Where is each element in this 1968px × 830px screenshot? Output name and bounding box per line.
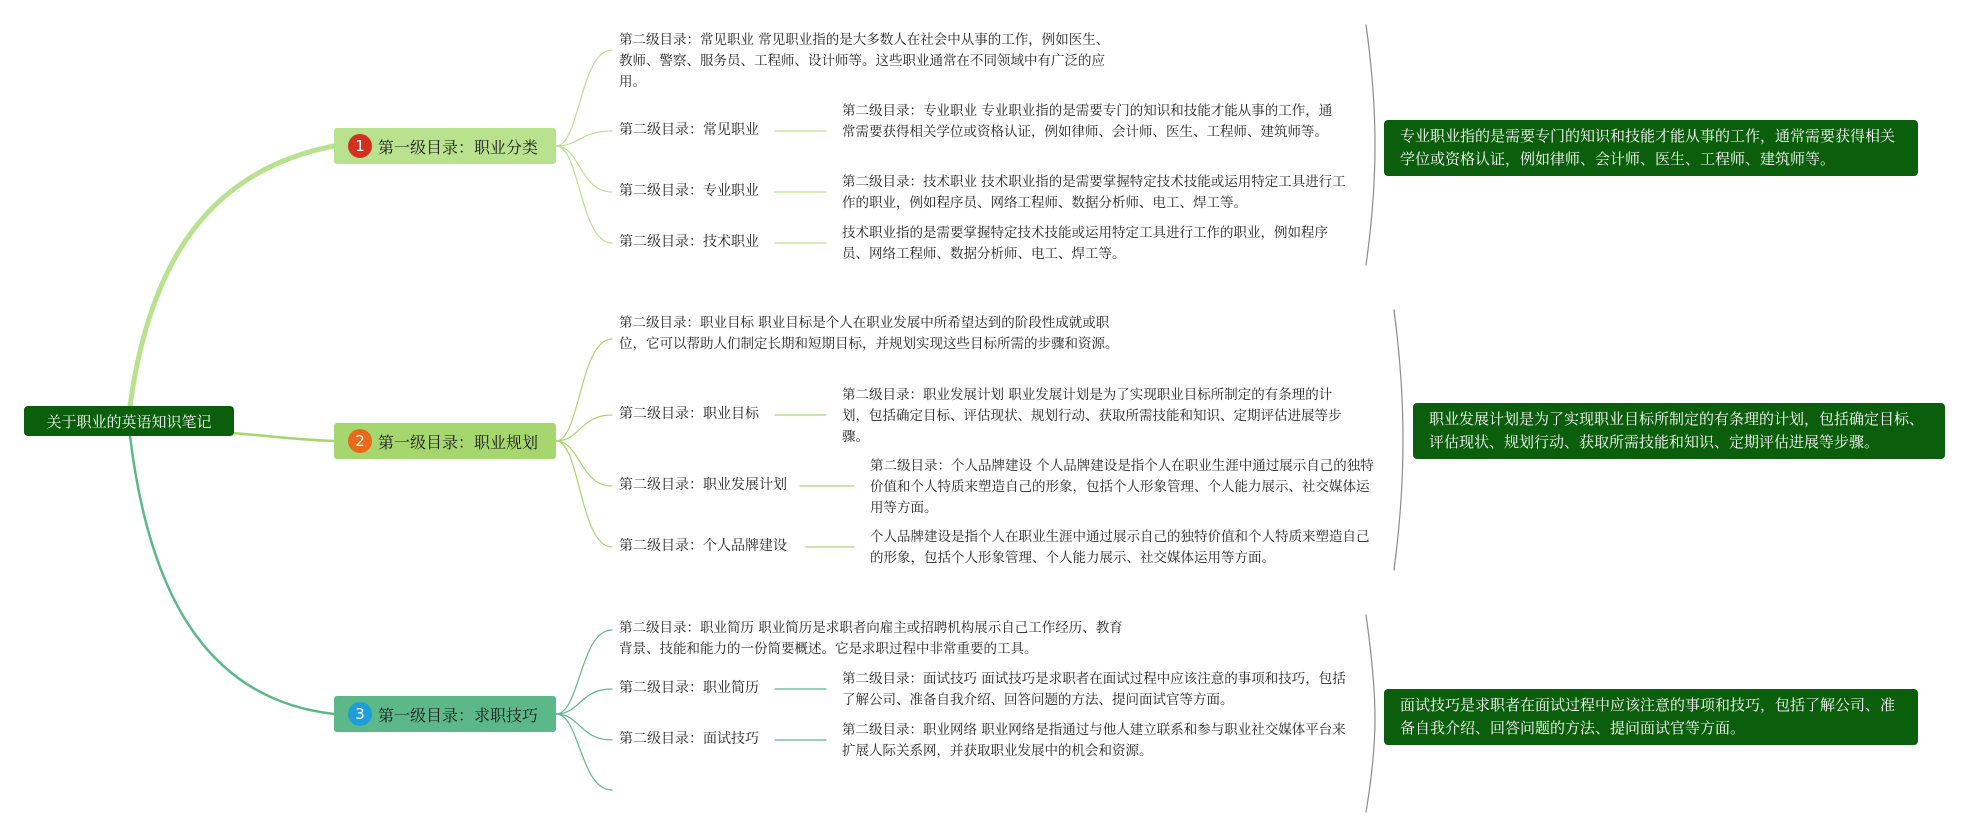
child-link xyxy=(556,714,612,790)
summary-bracket xyxy=(1366,25,1375,265)
branch-number-badge: 3 xyxy=(348,702,372,726)
child-link xyxy=(556,415,612,441)
summary-card[interactable]: 专业职业指的是需要专门的知识和技能才能从事的工作，通常需要获得相关学位或资格认证，例如律师、会计师、医生、工程师、建筑师等。 xyxy=(1384,120,1918,176)
detail-note: 第二级目录：职业网络 职业网络是指通过与他人建立联系和参与职业社交媒体平台来扩展人际关系网，并获取职业发展中的机会和资源。 xyxy=(842,722,1346,759)
summary-card[interactable]: 职业发展计划是为了实现职业目标所制定的有条理的计划，包括确定目标、评估现状、规划行动、获取所需技能和知识、定期评估进展等步骤。 xyxy=(1413,403,1945,459)
child-link xyxy=(556,131,612,146)
summary-bracket xyxy=(1394,310,1403,570)
summary-bracket xyxy=(1366,615,1375,812)
child-link xyxy=(556,146,612,243)
detail-note: 第二级目录：技术职业 技术职业指的是需要掌握特定技术技能或运用特定工具进行工作的职业，例如程序员、网络工程师、数据分析师、电工、焊工等。 xyxy=(842,174,1346,211)
branch-node-job-hunting-skills[interactable] xyxy=(334,696,556,732)
sub-node[interactable]: 第二级目录：个人品牌建设 xyxy=(619,538,787,554)
detail-note: 第二级目录：职业发展计划 职业发展计划是为了实现职业目标所制定的有条理的计划，包括确定目标、评估现状、规划行动、获取所需技能和知识、定期评估进展等步骤。 xyxy=(842,387,1342,445)
branch-node-career-classification[interactable] xyxy=(334,128,556,164)
child-link xyxy=(556,146,612,192)
root-link xyxy=(130,436,334,714)
sub-node[interactable]: 第二级目录：职业发展计划 xyxy=(619,477,787,493)
sub-node[interactable]: 第二级目录：面试技巧 xyxy=(619,731,759,747)
sub-node[interactable]: 第二级目录：技术职业 xyxy=(619,234,759,250)
branch-label: 第一级目录：职业规划 xyxy=(378,432,539,452)
child-link xyxy=(556,441,612,547)
intro-note: 第二级目录：常见职业 常见职业指的是大多数人在社会中从事的工作，例如医生、教师、警察、服务员、工程师、设计师等。这些职业通常在不同领域中有广泛的应用。 xyxy=(619,32,1110,90)
intro-note: 第二级目录：职业目标 职业目标是个人在职业发展中所希望达到的阶段性成就或职位，它可以帮助人们制定长期和短期目标，并规划实现这些目标所需的步骤和资源。 xyxy=(619,315,1119,352)
child-link xyxy=(556,441,612,486)
branch-label: 第一级目录：求职技巧 xyxy=(378,705,539,725)
detail-note: 技术职业指的是需要掌握特定技术技能或运用特定工具进行工作的职业，例如程序员、网络工程师、数据分析师、电工、焊工等。 xyxy=(842,225,1328,262)
detail-note: 个人品牌建设是指个人在职业生涯中通过展示自己的独特价值和个人特质来塑造自己的形象，包括个人形象管理、个人能力展示、社交媒体运用等方面。 xyxy=(870,529,1370,566)
branch-number-badge: 2 xyxy=(348,429,372,453)
root-link xyxy=(130,146,334,406)
summary-card[interactable]: 面试技巧是求职者在面试过程中应该注意的事项和技巧，包括了解公司、准备自我介绍、回答问题的方法、提问面试官等方面。 xyxy=(1384,689,1918,745)
child-link xyxy=(556,630,612,714)
root-link xyxy=(232,433,334,441)
branch-node-career-planning[interactable] xyxy=(334,423,556,459)
sub-node[interactable]: 第二级目录：职业简历 xyxy=(619,680,759,696)
branch-label: 第一级目录：职业分类 xyxy=(378,137,539,157)
detail-note: 第二级目录：个人品牌建设 个人品牌建设是指个人在职业生涯中通过展示自己的独特价值和个人特质来塑造自己的形象，包括个人形象管理、个人能力展示、社交媒体运用等方面。 xyxy=(870,458,1374,516)
sub-node[interactable]: 第二级目录：专业职业 xyxy=(619,183,759,199)
sub-node[interactable]: 第二级目录：职业目标 xyxy=(619,406,759,422)
root-node[interactable]: 关于职业的英语知识笔记 xyxy=(24,406,234,436)
intro-note: 第二级目录：职业简历 职业简历是求职者向雇主或招聘机构展示自己工作经历、教育背景、技能和能力的一份简要概述。它是求职过程中非常重要的工具。 xyxy=(619,620,1123,657)
detail-note: 第二级目录：面试技巧 面试技巧是求职者在面试过程中应该注意的事项和技巧，包括了解公司、准备自我介绍、回答问题的方法、提问面试官等方面。 xyxy=(842,671,1346,708)
branch-number-badge: 1 xyxy=(348,134,372,158)
sub-node[interactable]: 第二级目录：常见职业 xyxy=(619,122,759,138)
detail-note: 第二级目录：专业职业 专业职业指的是需要专门的知识和技能才能从事的工作，通常需要获得相关学位或资格认证，例如律师、会计师、医生、工程师、建筑师等。 xyxy=(842,103,1333,140)
